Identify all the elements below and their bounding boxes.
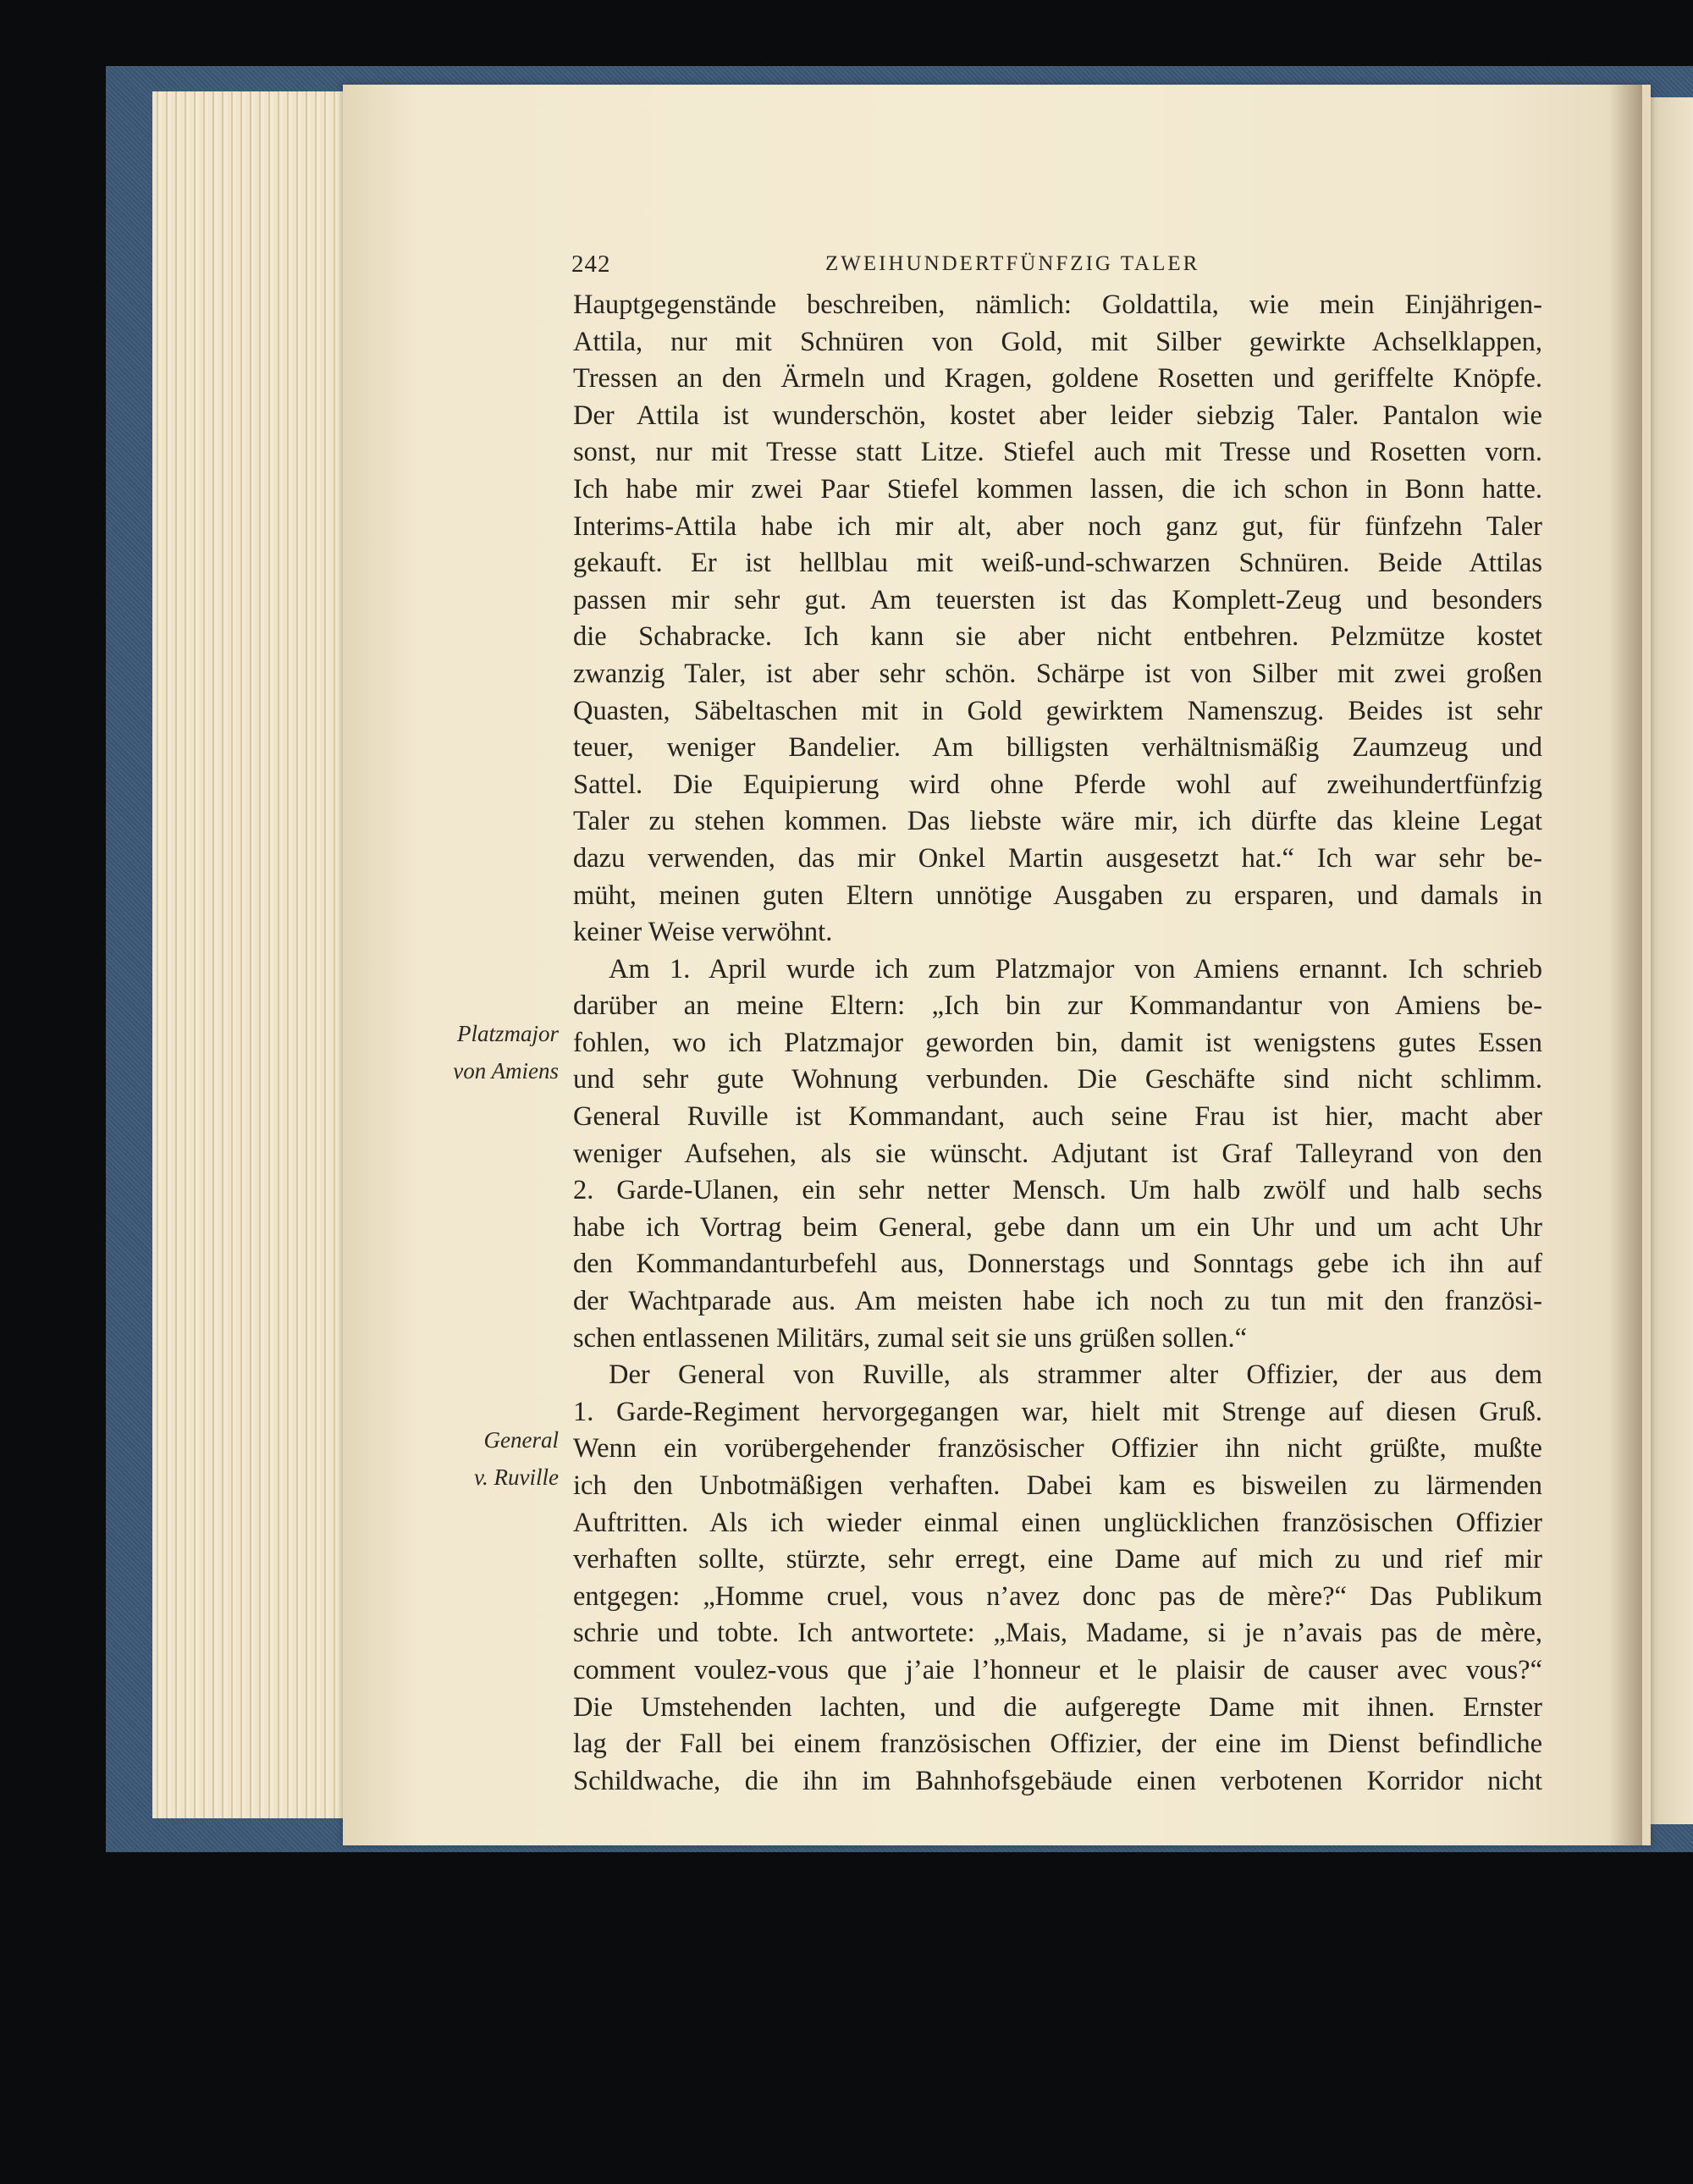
text-line: darüber an meine Eltern: „Ich bin zur Kommandantur von Amiens be- [573,990,1542,1022]
text-line: ich den Unbotmäßigen verhaften. Dabei kam es bisweilen zu lärmenden [573,1470,1542,1501]
text-line: Auftritten. Als ich wieder einmal einen unglücklichen französischen Offizier [573,1507,1542,1538]
page-number: 242 [571,251,611,278]
margin-note-line: v. Ruville [474,1464,559,1490]
text-line: schen entlassenen Militärs, zumal seit sie uns grüßen sollen.“ [573,1322,1248,1354]
text-line: Quasten, Säbeltaschen mit in Gold gewirktem Namenszug. Beides ist sehr [573,695,1542,726]
text-line: teuer, weniger Bandelier. Am billigsten verhältnismäßig Zaumzeug und [573,732,1542,764]
text-line: weniger Aufsehen, als sie wünscht. Adjutant ist Graf Talleyrand von den [573,1138,1542,1169]
text-line: entgegen: „Homme cruel, vous n’avez donc pas de mère?“ Das Publikum [573,1580,1542,1612]
text-line: passen mir sehr gut. Am teuersten ist das Komplett-Zeug und besonders [573,584,1542,615]
page-header [571,251,1545,284]
text-line: sonst, nur mit Tresse statt Litze. Stiefel auch mit Tresse und Rosetten vorn. [573,437,1542,468]
text-line: fohlen, wo ich Platzmajor geworden bin, damit ist wenigstens gutes Essen [573,1027,1542,1058]
text-line: zwanzig Taler, ist aber sehr schön. Schärpe ist von Silber mit zwei großen [573,658,1542,689]
text-line: Ich habe mir zwei Paar Stiefel kommen lassen, die ich schon in Bonn hatte. [573,473,1542,505]
text-line: Attila, nur mit Schnüren von Gold, mit Silber gewirkte Achselklappen, [573,326,1542,357]
text-line: Interims-Attila habe ich mir alt, aber noch ganz gut, für fünfzehn Taler [573,510,1542,542]
text-line: Taler zu stehen kommen. Das liebste wäre mir, ich dürfte das kleine Legat [573,806,1542,837]
text-line: die Schabracke. Ich kann sie aber nicht entbehren. Pelzmütze kostet [573,621,1542,653]
text-line: lag der Fall bei einem französischen Offizier, der eine im Dienst befindliche [573,1729,1542,1760]
text-line: und sehr gute Wohnung verbunden. Die Geschäfte sind nicht schlimm. [573,1064,1542,1095]
page-gutter-shadow [1608,85,1642,1845]
text-line: habe ich Vortrag beim General, gebe dann um ein Uhr und um acht Uhr [573,1211,1542,1243]
margin-note-line: von Amiens [453,1057,559,1084]
margin-note-line: Platzmajor [456,1021,559,1046]
text-line: verhaften sollte, stürzte, sehr erregt, eine Dame auf mich zu und rief mir [573,1544,1542,1575]
margin-note-line: General [483,1427,559,1453]
text-line: Tressen an den Ärmeln und Kragen, goldene Rosetten und geriffelte Knöpfe. [573,363,1542,394]
running-head: ZWEIHUNDERTFÜNFZIG TALER [825,252,1200,275]
text-line: Schildwache, die ihn im Bahnhofsgebäude einen verbotenen Korridor nicht [573,1765,1542,1796]
text-line: comment voulez-vous que j’aie l’honneur et le plaisir de causer avec vous?“ [573,1654,1542,1685]
text-line: den Kommandanturbefehl aus, Donnerstags und Sonntags gebe ich ihn auf [573,1249,1542,1280]
text-line: schrie und tobte. Ich antwortete: „Mais, Madame, si je n’avais pas de mère, [573,1618,1542,1649]
margin-note-platzmajor [453,1016,559,1089]
text-line: Wenn ein vorübergehender französischer Offizier ihn nicht grüßte, mußte [573,1433,1542,1464]
text-line: Der Attila ist wunderschön, kostet aber leider siebzig Taler. Pantalon wie [573,400,1542,431]
text-line: Sattel. Die Equipierung wird ohne Pferde wohl auf zweihundertfünfzig [573,769,1542,800]
body-text [573,287,1542,1800]
text-line: General Ruville ist Kommandant, auch seine Frau ist hier, macht aber [573,1101,1542,1133]
text-line: Der General von Ruville, als strammer alter Offizier, der aus dem [609,1359,1542,1391]
text-line: 1. Garde-Regiment hervorgegangen war, hielt mit Strenge auf diesen Gruß. [573,1396,1542,1427]
text-line: der Wachtparade aus. Am meisten habe ich noch zu tun mit den französi- [573,1286,1542,1317]
text-line: Am 1. April wurde ich zum Platzmajor von Amiens ernannt. Ich schrieb [609,953,1542,984]
text-line: dazu verwenden, das mir Onkel Martin ausgesetzt hat.“ Ich war sehr be- [573,842,1542,874]
page-edges [152,91,356,1818]
text-line: gekauft. Er ist hellblau mit weiß-und-schwarzen Schnüren. Beide Attilas [573,548,1542,579]
text-line: müht, meinen guten Eltern unnötige Ausgaben zu ersparen, und damals in [573,880,1542,911]
text-line: 2. Garde-Ulanen, ein sehr netter Mensch. Um halb zwölf und halb sechs [573,1175,1542,1206]
text-line: keiner Weise verwöhnt. [573,917,833,948]
text-line: Die Umstehenden lachten, und die aufgeregte Dame mit ihnen. Ernster [573,1691,1542,1723]
margin-note-general [474,1422,559,1496]
text-line: Hauptgegenstände beschreiben, nämlich: Goldattila, wie mein Einjährigen- [573,290,1542,320]
